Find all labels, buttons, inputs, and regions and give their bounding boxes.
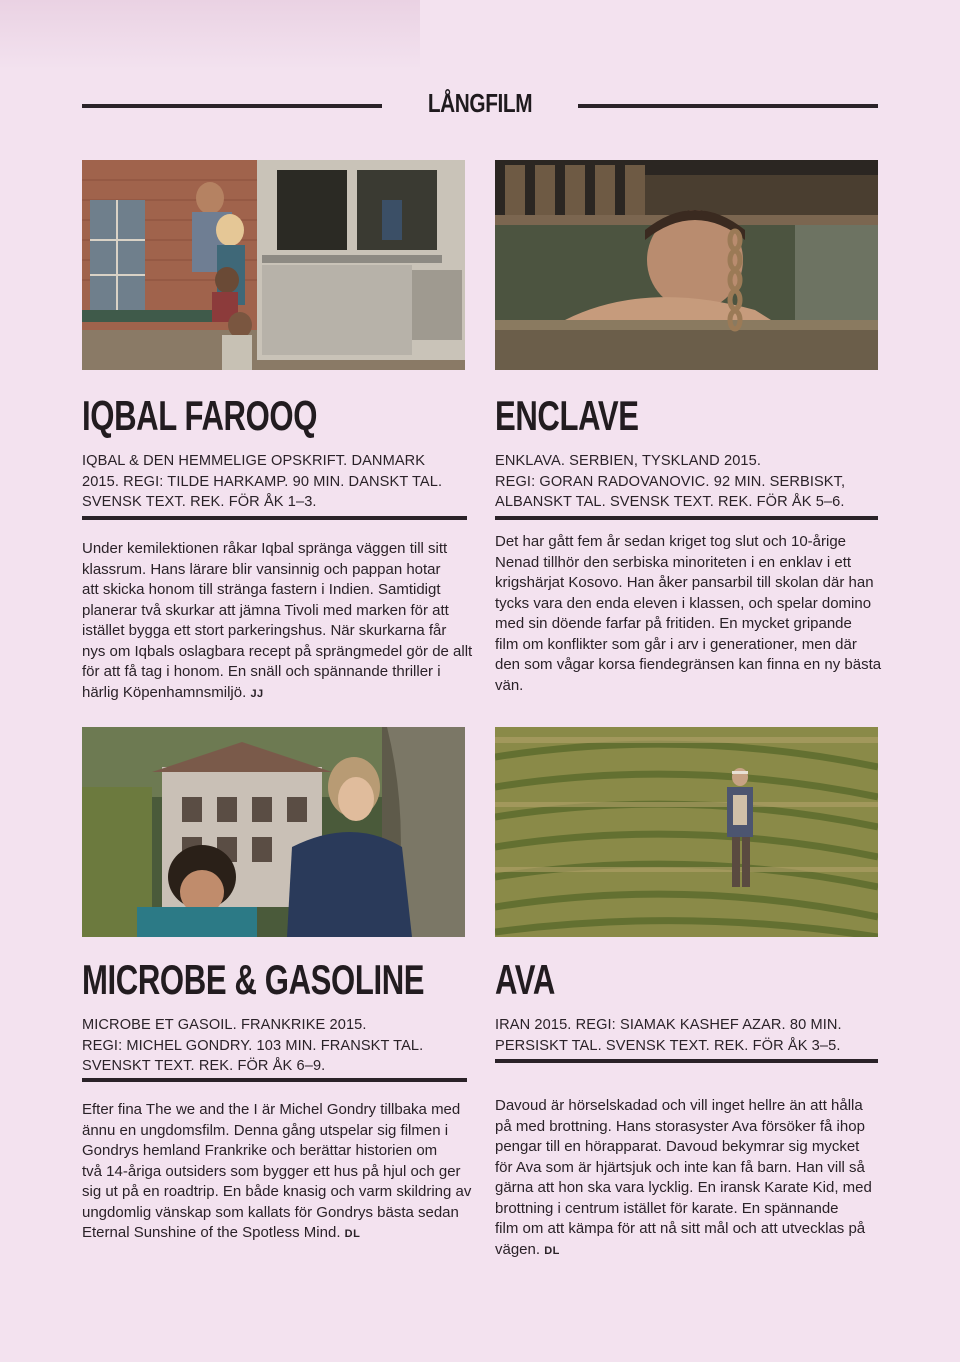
body-line: två 14-åriga outsiders som bygger ett hus på hjul och ger	[82, 1162, 461, 1180]
iqbal-farooq-still	[82, 160, 465, 370]
header-rule-right	[578, 104, 878, 108]
film-description-iqbal-farooq	[82, 539, 473, 704]
meta-line: REGI: MICHEL GONDRY. 103 MIN. FRANSKT TAL.	[82, 1037, 424, 1054]
body-line: ännu en ungdomsfilm. Denna gång utspelar sig filmen i	[82, 1121, 449, 1139]
body-line: gärna att hon ska vara lycklig. En iransk Karate Kid, med	[495, 1179, 872, 1196]
body-line: Det har gått fem år sedan kriget tog slut och 10-årige	[495, 533, 847, 550]
film-meta-ava	[495, 1015, 880, 1056]
film-description-ava	[495, 1096, 880, 1261]
body-line: brottning i centrum istället för karate. En spännande	[495, 1199, 839, 1217]
body-line: Under kemilektionen råkar Iqbal spränga väggen till sitt	[82, 540, 448, 557]
body-text: vägen.	[495, 1240, 541, 1258]
body-line: pengar till en hörapparat. Davoud bekymrar sig mycket	[495, 1138, 860, 1155]
body-line: med sin döende farfar på fritiden. En mycket gripande	[495, 615, 852, 632]
section-title: LÅNGFILM	[427, 88, 533, 118]
body-text: härlig Köpenhamnsmiljö.	[82, 683, 247, 701]
body-line: tycks vara den enda eleven i klassen, och spelar domino	[495, 594, 872, 612]
film-title-enclave: ENCLAVE	[495, 392, 639, 439]
body-line: för Ava som är hjärtsjuk och inte kan få barn. Han vill så	[495, 1158, 865, 1176]
enclave-still	[495, 160, 878, 370]
body-line: att skicka honom till stränga fastern i Indien. Samtidigt	[82, 581, 441, 598]
body-line: film om att kämpa för att nå sitt mål och att utvecklas på	[495, 1220, 866, 1237]
ava-still	[495, 727, 878, 937]
body-line: istället bygga ett stort parkeringshus. När skurkarna får	[82, 622, 447, 639]
body-line: planerar två skurkar att jämna Tivoli med marken för att	[82, 601, 449, 619]
body-line: vän.	[495, 676, 524, 694]
film-meta-enclave	[495, 451, 880, 513]
meta-line: ENKLAVA. SERBIEN, TYSKLAND 2015.	[495, 453, 762, 469]
body-line-last	[82, 1223, 467, 1245]
film-description-enclave	[495, 532, 880, 696]
meta-line: PERSISKT TAL. SVENSK TEXT. REK. FÖR ÅK 3–5.	[495, 1037, 841, 1054]
header-tint	[0, 0, 420, 70]
body-line: krigshärjat Kosovo. Han åker pansarbil till skolan där han	[495, 574, 874, 591]
meta-line: SVENSKT TEXT. REK. FÖR ÅK 6–9.	[82, 1058, 326, 1074]
meta-line: IRAN 2015. REGI: SIAMAK KASHEF AZAR. 80 MIN.	[495, 1017, 842, 1033]
meta-line: SVENSK TEXT. REK. FÖR ÅK 1–3.	[82, 494, 317, 510]
body-line-last	[82, 683, 467, 705]
divider-rule	[495, 516, 878, 520]
body-line: för att få tag i honom. En snäll och spännande thriller i	[82, 663, 441, 680]
body-line: den som vågar korsa fiendegränsen kan finna en ny bästa	[495, 656, 882, 673]
body-line: sig ut på en roadtrip. En både knasig och varm skildring av	[82, 1183, 472, 1200]
film-title-ava: AVA	[495, 956, 555, 1003]
body-line: Gondrys hemland Frankrike och berättar historien om	[82, 1142, 438, 1159]
body-line: nys om Iqbals oslagbara recept på sprängmedel gör de allt	[82, 642, 473, 660]
body-line: ungdomlig vänskap som kallats för Gondrys bästa sedan	[82, 1203, 459, 1221]
film-title-iqbal-farooq: IQBAL FAROOQ	[82, 392, 318, 439]
meta-line: IQBAL & DEN HEMMELIGE OPSKRIFT. DANMARK	[82, 453, 426, 469]
film-description-microbe-gasoline	[82, 1100, 472, 1245]
body-line: klassrum. Hans lärare blir vansinnig och pappan hotar	[82, 560, 441, 578]
author-signature: JJ	[250, 687, 264, 700]
author-signature: DL	[344, 1228, 361, 1240]
film-title-microbe-gasoline: MICROBE & GASOLINE	[82, 956, 425, 1003]
author-signature: DL	[544, 1244, 560, 1257]
body-line: Efter fina The we and the I är Michel Gondry tillbaka med	[82, 1101, 461, 1118]
body-line-last	[495, 1240, 880, 1262]
body-text: Eternal Sunshine of the Spotless Mind.	[82, 1224, 341, 1241]
divider-rule	[82, 1078, 467, 1082]
body-line: Nenad tillhör den serbiska minoriteten i en enklav i ett	[495, 553, 852, 571]
body-line: Davoud är hörselskadad och vill inget hellre än att hålla	[495, 1097, 863, 1114]
body-line: film om konflikter som går i arv i generationer, men där	[495, 635, 857, 653]
film-meta-iqbal-farooq	[82, 451, 467, 513]
body-line: på med brottning. Hans storasyster Ava försöker få ihop	[495, 1117, 865, 1135]
meta-line: MICROBE ET GASOIL. FRANKRIKE 2015.	[82, 1017, 367, 1033]
header-rule-left	[82, 104, 382, 108]
divider-rule	[82, 516, 467, 520]
film-meta-microbe-gasoline	[82, 1015, 467, 1077]
meta-line: 2015. REGI: TILDE HARKAMP. 90 MIN. DANSKT TAL.	[82, 473, 443, 490]
meta-line: ALBANSKT TAL. SVENSK TEXT. REK. FÖR ÅK 5–6.	[495, 494, 845, 510]
meta-line: REGI: GORAN RADOVANOVIC. 92 MIN. SERBISKT,	[495, 473, 846, 490]
microbe-gasoline-still	[82, 727, 465, 937]
divider-rule	[495, 1059, 878, 1063]
